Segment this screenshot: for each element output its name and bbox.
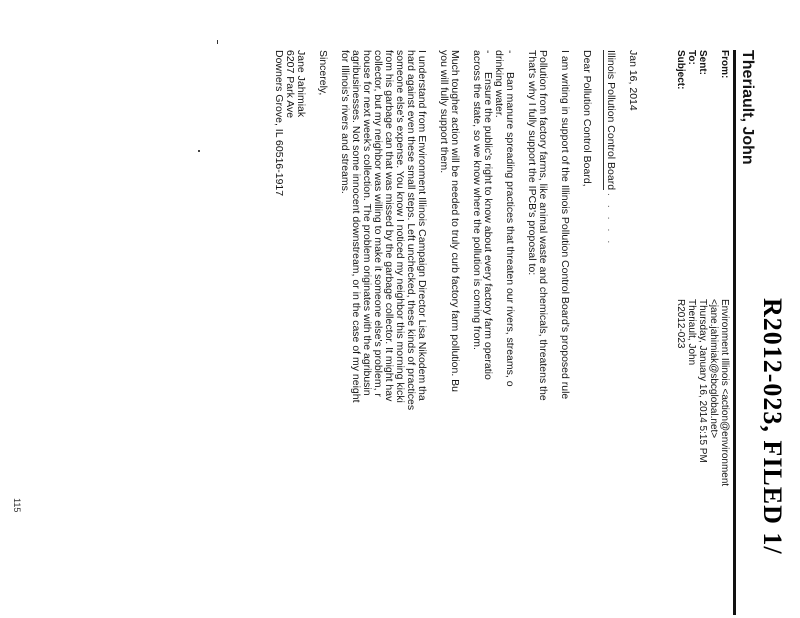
paragraph-4-line: house for next week's collection. The problem originates with the agribusin [361,50,373,396]
paragraph-4-line: from his garbage can that was missed by the garbage collector. It might hav [383,50,395,402]
meta-value: Environment Illinois <action@environment [719,299,730,487]
salutation: Dear Pollution Control Board, [581,50,593,187]
bullet-dash: - [504,50,516,54]
bullet-line-continued: across the state, so we know where the pollution is coming from. [471,50,483,350]
scan-mark [217,40,218,44]
letter-body [273,50,638,618]
filing-stamp: R2012-023, FILED 1/ [758,298,787,555]
bullet-dash: - [482,50,494,54]
signature-city: Downers Grove, IL 60516-1917 [273,50,285,197]
paragraph-4-line: collector, but my neighbor was willing to make it someone else's problem, r [372,50,384,397]
recipient-dots: . . . . . [605,193,617,247]
letter-date: Jan 16, 2014 [627,50,639,111]
paragraph-2-line-2: That's why I fully support the IPCB's proposal to: [526,50,538,276]
paragraph-4-line: hard against even these small steps. Left unchecked, these kinds of practices [405,50,417,411]
bullet-line-continued: drinking water. [493,50,505,118]
signature-name: Jane Jahimiak [295,50,307,118]
meta-label: Sent: [697,50,708,75]
meta-value: R2012-023 [675,299,686,349]
recipient-name: Illinois Pollution Control Board [605,50,617,191]
meta-row-from [719,50,730,615]
meta-row-subject [675,50,686,615]
sender-name: Theriault, John [733,50,756,615]
signature-street: 6207 Park Ave [284,50,296,119]
bullet-line: Ban manure spreading practices that threaten our rivers, streams, o [504,72,516,387]
email-header [675,50,756,615]
paragraph-2-line-1: Pollution from factory farms, like animal waste and chemicals, threatens the [537,50,549,401]
meta-row-from-continued [708,50,719,615]
meta-label: Subject: [675,50,686,90]
recipient-line [603,50,616,618]
paragraph-3-line-2: you will fully support them. [438,50,450,174]
bullet-line: Ensure the public's right to know about every factory farm operatio [482,72,494,380]
closing: Sincerely, [317,50,329,96]
paragraph-1: I am writing in support of the Illinois Pollution Control Board's proposed rule [559,50,571,400]
page-number: 115 [12,498,22,513]
meta-row-sent [697,50,708,615]
paragraph-4-line: agribusinesses. Not some innocent downstream, or in the case of my neight [350,50,362,403]
bullet-item [504,50,515,618]
bullet-item [482,50,493,618]
paragraph-4-line: someone else's expense. You know I noticed my neighbor this morning kicki [394,50,406,403]
meta-value: <jane.jahimiak@sbcglobal.net> [708,299,719,439]
scan-mark [198,150,200,152]
paragraph-3-line-1: Much tougher action will be needed to truly curb factory farm pollution. Bu [449,50,461,393]
meta-label: From: [719,50,730,79]
meta-value: Theriault, John [686,299,697,366]
paragraph-4-line: for Illinois's rivers and streams. [339,50,351,194]
meta-row-to [686,50,697,615]
paragraph-4-line: I understand from Environment Illinois Campaign Director Lisa Nikodem tha [416,50,428,401]
meta-label: To: [686,50,697,65]
meta-value: Thursday, January 16, 2014 5:15 PM [697,299,708,463]
